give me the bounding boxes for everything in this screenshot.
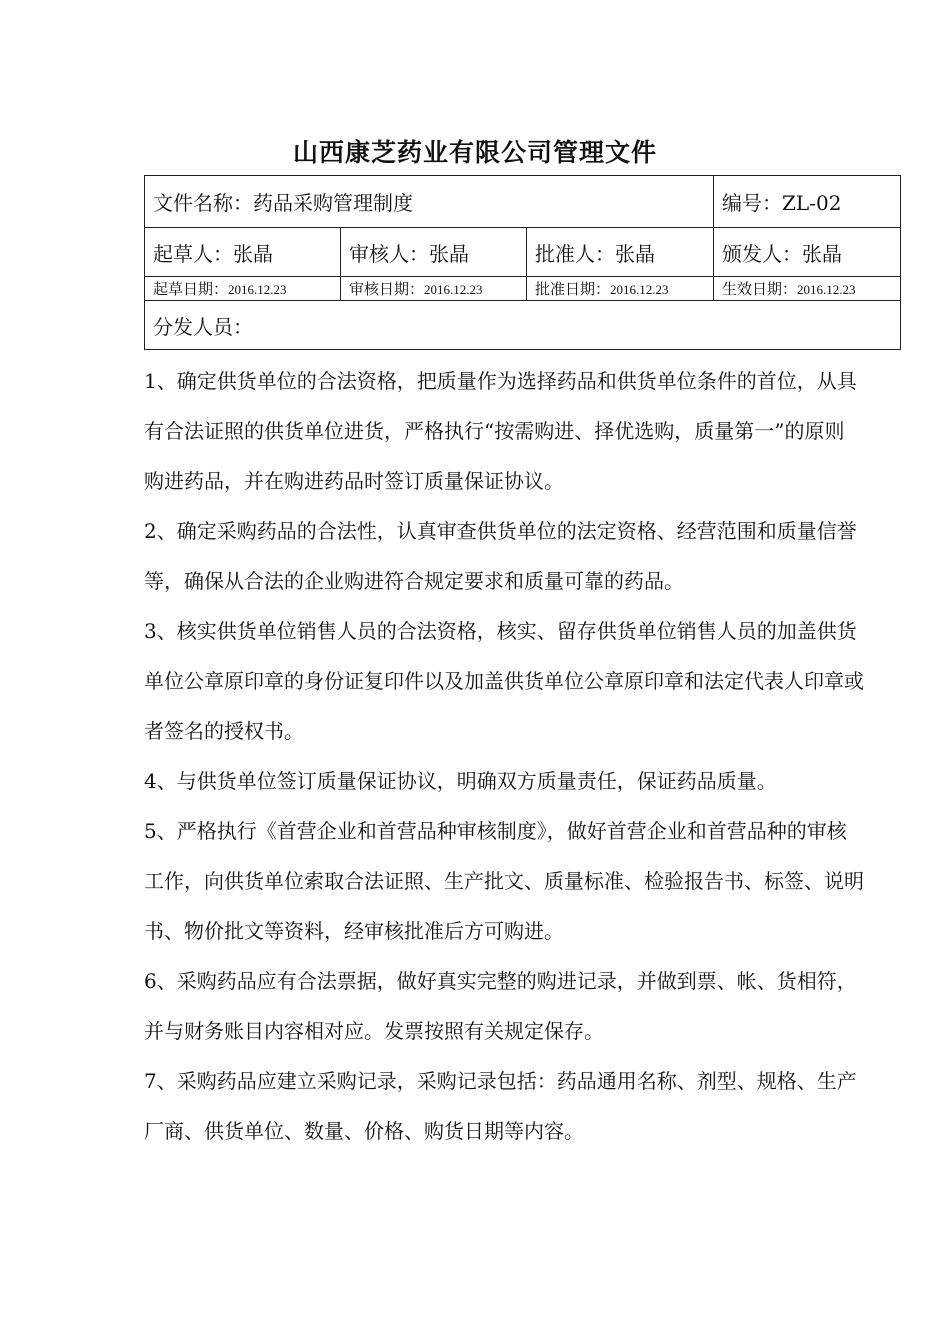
approve-date-label: 批准日期：: [535, 280, 611, 298]
approver-cell: 批准人：张晶: [527, 228, 714, 277]
document-title: 山西康芝药业有限公司管理文件: [292, 138, 657, 167]
clause-7: 7、采购药品应建立采购记录，采购记录包括：药品通用名称、剂型、规格、生产厂商、供货单位、数量、价格、购货日期等内容。: [144, 1069, 857, 1143]
review-date-cell: [341, 277, 527, 301]
approve-date-cell: [527, 277, 714, 301]
draft-date-value: 2016.12.23: [228, 282, 287, 297]
approve-date-value: 2016.12.23: [610, 282, 669, 297]
effective-date-label: 生效日期：: [722, 280, 798, 298]
issuer-cell: 颁发人：张晶: [714, 228, 901, 277]
clause-1: 1、确定供货单位的合法资格，把质量作为选择药品和供货单位条件的首位，从具有合法证照的供货单位进货，严格执行“按需购进、择优选购，质量第一”的原则购进药品，并在购进药品时签订质量保证协议。: [144, 369, 857, 493]
meta-row-people: [145, 228, 901, 277]
document-meta-table: [144, 175, 901, 350]
review-date-value: 2016.12.23: [424, 282, 483, 297]
document-body: [144, 356, 864, 1156]
meta-row-distribution: [145, 301, 901, 350]
drafter-cell: 起草人：张晶: [145, 228, 341, 277]
draft-date-cell: [145, 277, 341, 301]
effective-date-value: 2016.12.23: [797, 282, 856, 297]
clause-4: 4、与供货单位签订质量保证协议，明确双方质量责任，保证药品质量。: [144, 769, 777, 793]
clause-5: 5、严格执行《首营企业和首营品种审核制度》，做好首营企业和首营品种的审核工作，向供货单位索取合法证照、生产批文、质量标准、检验报告书、标签、说明书、物价批文等资料，经审核批准后方可购进。: [144, 819, 864, 943]
meta-row-dates: [145, 277, 901, 301]
clause-6: 6、采购药品应有合法票据，做好真实完整的购进记录，并做到票、帐、货相符，并与财务账目内容相对应。发票按照有关规定保存。: [144, 969, 857, 1043]
distribution-cell: 分发人员：: [145, 301, 901, 350]
review-date-label: 审核日期：: [349, 280, 425, 298]
draft-date-label: 起草日期：: [153, 280, 229, 298]
reviewer-cell: 审核人：张晶: [341, 228, 527, 277]
effective-date-cell: [714, 277, 901, 301]
file-name-cell: 文件名称：药品采购管理制度: [145, 176, 714, 228]
doc-number-cell: 编号：ZL-02: [714, 176, 901, 228]
meta-row-name: [145, 176, 901, 228]
clause-2: 2、确定采购药品的合法性，认真审查供货单位的法定资格、经营范围和质量信誉等，确保从合法的企业购进符合规定要求和质量可靠的药品。: [144, 519, 857, 593]
clause-3: 3、核实供货单位销售人员的合法资格，核实、留存供货单位销售人员的加盖供货单位公章原印章的身份证复印件以及加盖供货单位公章原印章和法定代表人印章或者签名的授权书。: [144, 619, 864, 743]
